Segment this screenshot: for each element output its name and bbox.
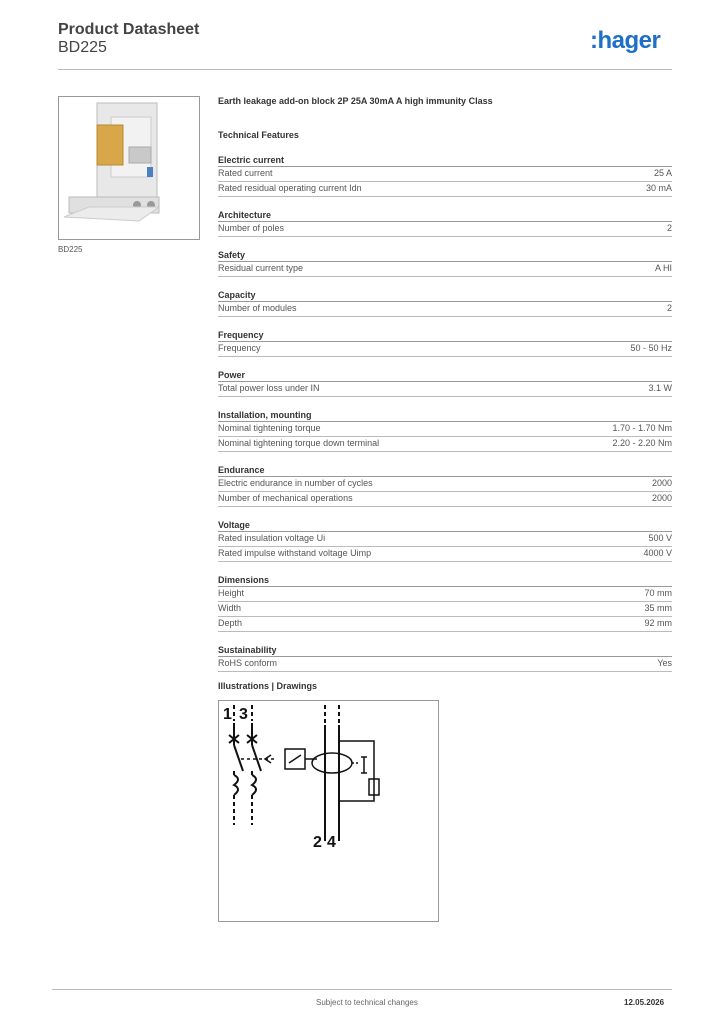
spec-value: 25 A xyxy=(653,168,672,178)
spec-row xyxy=(218,262,672,277)
spec-row xyxy=(218,547,672,562)
spec-label: Number of modules xyxy=(218,303,297,313)
spec-row xyxy=(218,477,672,492)
brand-logo: :hager xyxy=(590,27,661,54)
spec-section xyxy=(218,519,672,562)
spec-label: RoHS conform xyxy=(218,658,278,668)
section-title: Voltage xyxy=(218,519,672,532)
product-code: BD225 xyxy=(58,39,107,56)
footer-note: Subject to technical changes xyxy=(316,998,418,1007)
product-photo-icon xyxy=(59,97,199,239)
spec-row xyxy=(218,587,672,602)
footer-date: 12.05.2026 xyxy=(624,998,665,1007)
spec-row xyxy=(218,422,672,437)
spec-row xyxy=(218,617,672,632)
terminal-label: 1 xyxy=(223,706,232,723)
spec-label: Total power loss under IN xyxy=(218,383,320,393)
spec-value: 2000 xyxy=(651,493,672,503)
section-title: Electric current xyxy=(218,154,672,167)
spec-section xyxy=(218,574,672,632)
section-title: Safety xyxy=(218,249,672,262)
section-title: Frequency xyxy=(218,329,672,342)
spec-row xyxy=(218,167,672,182)
spec-label: Electric endurance in number of cycles xyxy=(218,478,373,488)
spec-row xyxy=(218,657,672,672)
spec-label: Rated residual operating current Idn xyxy=(218,183,362,193)
spec-value: A HI xyxy=(654,263,672,273)
spec-value: 3.1 W xyxy=(648,383,672,393)
spec-row xyxy=(218,382,672,397)
spec-value: 50 - 50 Hz xyxy=(630,343,672,353)
spec-section xyxy=(218,464,672,507)
section-title: Dimensions xyxy=(218,574,672,587)
spec-row xyxy=(218,222,672,237)
illustrations-heading: Illustrations | Drawings xyxy=(218,681,318,691)
terminal-label: 2 xyxy=(313,834,322,851)
spec-section xyxy=(218,369,672,397)
spec-label: Width xyxy=(218,603,242,613)
spec-value: 2.20 - 2.20 Nm xyxy=(612,438,672,448)
section-title: Architecture xyxy=(218,209,672,222)
section-title: Installation, mounting xyxy=(218,409,672,422)
section-title: Endurance xyxy=(218,464,672,477)
spec-row xyxy=(218,492,672,507)
spec-value: 4000 V xyxy=(643,548,672,558)
features-heading: Technical Features xyxy=(218,130,299,140)
image-caption: BD225 xyxy=(58,245,83,254)
section-title: Sustainability xyxy=(218,644,672,657)
spec-value: 35 mm xyxy=(644,603,672,613)
spec-value: 70 mm xyxy=(644,588,672,598)
spec-value: 30 mA xyxy=(645,183,672,193)
footer-divider xyxy=(52,989,672,990)
spec-row xyxy=(218,182,672,197)
spec-section xyxy=(218,209,672,237)
spec-row xyxy=(218,437,672,452)
product-image xyxy=(58,96,200,240)
spec-content xyxy=(218,96,672,684)
spec-value: 92 mm xyxy=(644,618,672,628)
spec-label: Nominal tightening torque down terminal xyxy=(218,438,380,448)
terminal-label: 3 xyxy=(239,706,248,723)
spec-row xyxy=(218,602,672,617)
spec-label: Number of poles xyxy=(218,223,285,233)
spec-row xyxy=(218,532,672,547)
spec-value: 500 V xyxy=(648,533,672,543)
spec-value: Yes xyxy=(657,658,672,668)
circuit-diagram-icon xyxy=(219,701,438,921)
spec-label: Rated current xyxy=(218,168,273,178)
spec-label: Residual current type xyxy=(218,263,304,273)
spec-label: Frequency xyxy=(218,343,261,353)
product-description: Earth leakage add-on block 2P 25A 30mA A high immunity Class xyxy=(218,96,493,106)
spec-label: Depth xyxy=(218,618,243,628)
spec-section xyxy=(218,409,672,452)
spec-section xyxy=(218,154,672,197)
spec-value: 2000 xyxy=(651,478,672,488)
header-divider xyxy=(58,69,672,70)
spec-sections xyxy=(218,154,672,672)
spec-section xyxy=(218,644,672,672)
wiring-drawing xyxy=(218,700,439,922)
page-title: Product Datasheet xyxy=(58,21,200,38)
spec-section xyxy=(218,249,672,277)
spec-section xyxy=(218,289,672,317)
spec-value: 2 xyxy=(666,223,672,233)
spec-label: Rated impulse withstand voltage Uimp xyxy=(218,548,372,558)
spec-value: 2 xyxy=(666,303,672,313)
spec-label: Height xyxy=(218,588,245,598)
spec-row xyxy=(218,302,672,317)
terminal-label: 4 xyxy=(327,834,336,851)
spec-row xyxy=(218,342,672,357)
spec-label: Number of mechanical operations xyxy=(218,493,353,503)
spec-value: 1.70 - 1.70 Nm xyxy=(612,423,672,433)
spec-label: Rated insulation voltage Ui xyxy=(218,533,326,543)
spec-section xyxy=(218,329,672,357)
spec-label: Nominal tightening torque xyxy=(218,423,321,433)
section-title: Power xyxy=(218,369,672,382)
section-title: Capacity xyxy=(218,289,672,302)
brand-name: hager xyxy=(597,27,661,54)
